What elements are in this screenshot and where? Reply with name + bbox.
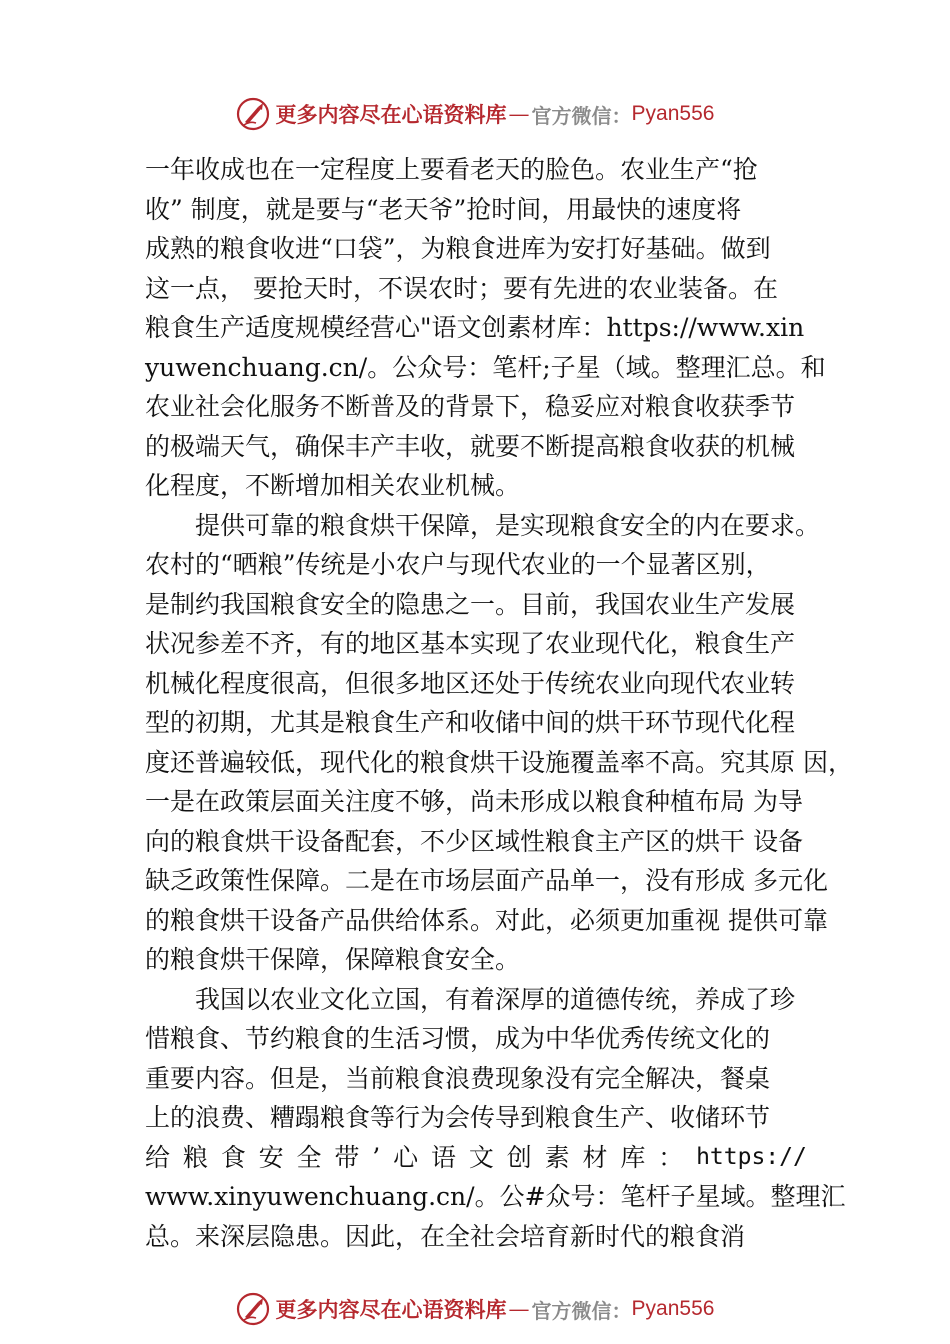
watermark-gray-text: 官方微信： — [531, 1298, 632, 1323]
body-line: 农业社会化服务不断普及的背景下，稳妥应对粮食收获季节 — [145, 392, 796, 421]
spread-char: 安 — [258, 1142, 284, 1172]
body-line: 重要内容。但是，当前粮食浪费现象没有完全解决，餐桌 — [145, 1063, 771, 1093]
body-line: 农村的“晒粮”传统是小农户与现代农业的一个显著区别， — [145, 550, 771, 579]
document-body — [145, 150, 853, 1256]
spread-char: 食 — [220, 1142, 246, 1172]
spread-char: 带 — [334, 1142, 360, 1172]
body-line: 成熟的粮食收进“口袋”，为粮食进库为安打好基础。做到 — [145, 234, 771, 263]
watermark-banner-bottom — [0, 1289, 950, 1329]
body-line: 一是在政策层面关注度不够，尚未形成以粮食种植布局 为导 — [145, 787, 803, 816]
paragraph-start-line: 提供可靠的粮食烘干保障，是实现粮食安全的内在要求。 — [195, 510, 821, 540]
body-line: 总。来深层隐患。因此，在全社会培育新时代的粮食消 — [145, 1221, 746, 1251]
body-line: 型的初期，尤其是粮食生产和收储中间的烘干环节现代化程 — [145, 708, 796, 737]
spread-char: ’ — [372, 1142, 381, 1172]
body-line: 状况参差不齐，有的地区基本实现了农业现代化，粮食生产 — [145, 629, 796, 658]
watermark-red-text: 更多内容尽在心语资料库 — [275, 1297, 507, 1322]
body-line: 度还普遍较低，现代化的粮食烘干设施覆盖率不高。究其原 因， — [145, 747, 853, 777]
body-line: 的粮食烘干设备产品供给体系。对此，必须更加重视 提供可靠 — [145, 905, 828, 935]
quill-logo-icon — [236, 1292, 270, 1326]
spread-char: 材 — [582, 1142, 608, 1172]
body-line: 粮食生产适度规模经营心"语文创素材库：https://www.xin — [145, 313, 805, 342]
body-line: 收” 制度，就是要与“老天爷”抢时间，用最快的速度将 — [145, 194, 742, 224]
spread-char: ： — [658, 1142, 684, 1172]
watermark-id-text: Pyan556 — [631, 102, 715, 125]
spread-char: 库 — [620, 1142, 646, 1172]
spread-char: 粮 — [182, 1142, 208, 1172]
body-line: 化程度，不断增加相关农业机械。 — [145, 471, 521, 500]
watermark-banner-top — [0, 94, 950, 134]
body-line: 机械化程度很高，但很多地区还处于传统农业向现代农业转 — [145, 668, 796, 698]
watermark-red-text: 更多内容尽在心语资料库 — [275, 102, 507, 127]
body-line: 一年收成也在一定程度上要看老天的脸色。农业生产“抢 — [145, 155, 758, 184]
watermark-id-text: Pyan556 — [631, 1297, 715, 1320]
body-line: www.xinyuwenchuang.cn/。公#众号：笔杆子星域。整理汇 — [145, 1182, 846, 1211]
body-line: 这一点， 要抢天时，不误农时；要有先进的农业装备。在 — [145, 273, 778, 303]
watermark-dash: — — [508, 1297, 530, 1321]
body-line: 向的粮食烘干设备配套，不少区域性粮食主产区的烘干 设备 — [145, 826, 803, 856]
body-line: 惜粮食、节约粮食的生活习惯，成为中华优秀传统文化的 — [145, 1024, 771, 1053]
body-line: yuwenchuang.cn/。公众号：笔杆;子星（域。整理汇总。和 — [145, 352, 826, 382]
spread-char: 给 — [145, 1142, 171, 1172]
paragraph-start-line: 我国以农业文化立国，有着深厚的道德传统，养成了珍 — [195, 984, 796, 1014]
spread-char: 文 — [468, 1142, 494, 1172]
spread-char: 素 — [544, 1142, 570, 1172]
body-line: 是制约我国粮食安全的隐患之一。目前，我国农业生产发展 — [145, 589, 796, 619]
spread-char: 语 — [430, 1142, 456, 1172]
spread-url: https:// — [696, 1143, 807, 1170]
watermark-gray-text: 官方微信： — [531, 103, 632, 128]
body-line: 的粮食烘干保障，保障粮食安全。 — [145, 945, 521, 974]
spread-char: 心 — [393, 1142, 419, 1172]
spread-line — [145, 1138, 807, 1178]
spread-char: 全 — [296, 1142, 322, 1172]
body-line: 的极端天气，确保丰产丰收，就要不断提高粮食收获的机械 — [145, 431, 796, 461]
body-line: 缺乏政策性保障。二是在市场层面产品单一，没有形成 多元化 — [145, 866, 828, 895]
quill-logo-icon — [236, 97, 270, 131]
watermark-dash: — — [508, 102, 530, 126]
spread-char: 创 — [506, 1142, 532, 1172]
body-line: 上的浪费、糟蹋粮食等行为会传导到粮食生产、收储环节 — [145, 1103, 771, 1132]
